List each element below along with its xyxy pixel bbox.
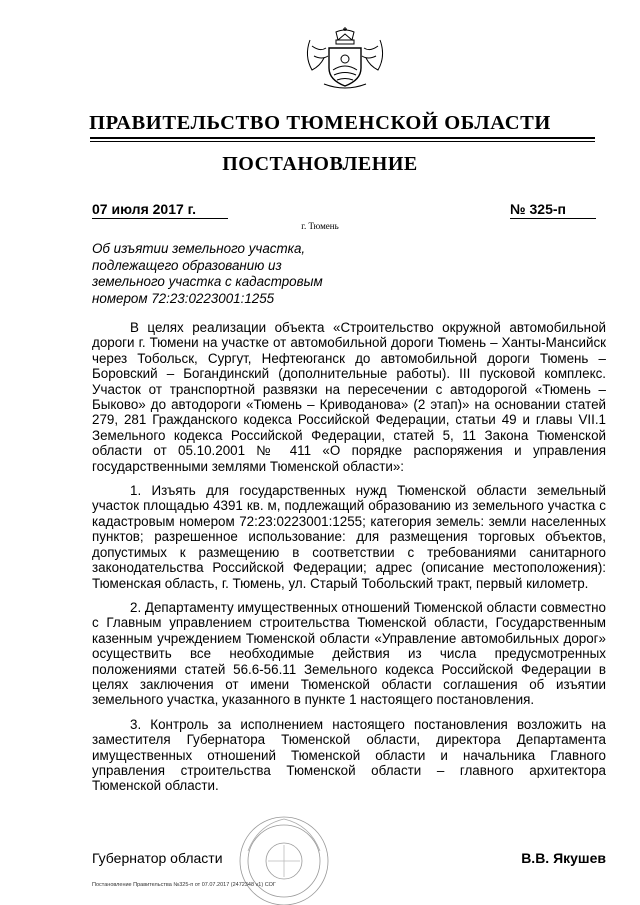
header-rule-thick xyxy=(90,137,595,139)
header-rule-thin xyxy=(90,141,595,142)
coat-of-arms-icon xyxy=(300,26,390,94)
signature-position: Губернатор области xyxy=(92,850,223,866)
document-body xyxy=(92,320,606,803)
clause-3: 3. Контроль за исполнением настоящего постановления возложить на заместителя Губернатора Тюменской области, директора Департамента имущественных отношений Тюменской области и начальника Главного управления строительства Тюменской области – главного архитектора Тюменской области. xyxy=(92,716,606,794)
document-type: ПОСТАНОВЛЕНИЕ xyxy=(222,153,418,175)
document-date: 07 июля 2017 г. xyxy=(92,201,228,219)
document-subject: Об изъятии земельного участка, подлежащего образованию из земельного участка с кадастровым номером 72:23:0223001:1255 xyxy=(92,241,323,306)
clause-1: 1. Изъять для государственных нужд Тюменской области земельный участок площадью 4391 кв. м, подлежащий образованию из земельного участка с кадастровым номером 72:23:0223001:1255; категория земель: земли населенных пунктов; разрешенное использование: для размещения торговых объектов, допустимых к размещению в соответствии с требованиями санитарного законодательства Российской Федерации; адрес (описание местоположения): Тюменская область, г. Тюмень, ул. Старый Тобольский тракт, первый километр. xyxy=(92,483,606,591)
document-city: г. Тюмень xyxy=(301,221,339,231)
preamble-paragraph: В целях реализации объекта «Строительство окружной автомобильной дороги г. Тюмени на участке от автомобильной дороги Тюмень – Ханты-Мансийск через Тобольск, Сургут, Нефтеюганск до автомобильной дороги Тюмень – Боровский – Богандинский (дополнительные работы). III пусковой комплекс. Участок от транспортной развязки на пересечении с автодорогой «Тюмень – Быково» до автодороги «Тюмень – Криводанова» (2 этап)» на основании статей 279, 281 Гражданского кодекса Российской Федерации, статьи 49 и главы VII.1 Земельного кодекса Российской Федерации, статей 5, 11 Закона Тюменской области от 05.10.2001 № 411 «О порядке распоряжения и управления государственными землями Тюменской области»: xyxy=(92,320,606,474)
government-title: ПРАВИТЕЛЬСТВО ТЮМЕНСКОЙ ОБЛАСТИ xyxy=(89,112,551,134)
clause-2: 2. Департаменту имущественных отношений Тюменской области совместно с Главным управлением строительства Тюменской области, Государственным казенным учреждением Тюменской области «Управление автомобильных дорог» осуществить все необходимые действия из числа предусмотренных положениями статей 56.6-56.11 Земельного кодекса Российской Федерации в целях заключения от имени Тюменской области соглашения об изъятии земельного участка, указанного в пункте 1 настоящего постановления. xyxy=(92,599,607,708)
signature-name: В.В. Якушев xyxy=(521,850,606,866)
document-number: № 325-п xyxy=(510,201,596,219)
document-footer: Постановление Правительства №325-п от 07.07.2017 (2472348 v1) СОГ xyxy=(92,882,276,888)
round-seal-icon xyxy=(228,805,340,905)
